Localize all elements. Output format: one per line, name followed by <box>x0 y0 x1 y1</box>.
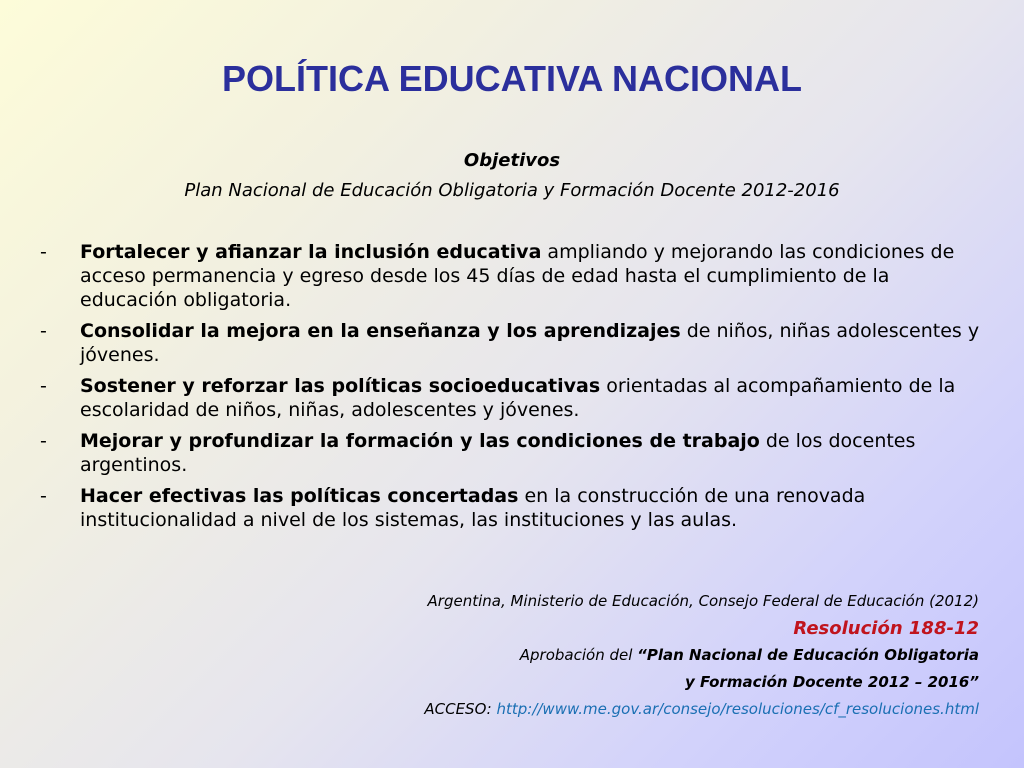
objective-item <box>40 484 985 532</box>
objective-text: de niños, niñas adolescentes y jóvenes. <box>80 320 980 366</box>
objective-item <box>40 319 985 367</box>
objective-bold-text: Fortalecer y afianzar la inclusión educativa <box>80 241 542 263</box>
bullet-dash: - <box>40 320 47 342</box>
objective-bold-text: Mejorar y profundizar la formación y las condiciones de trabajo <box>80 430 760 452</box>
objectives-heading: Objetivos <box>463 150 561 171</box>
objectives-list <box>40 240 985 539</box>
citation-source: Argentina, Ministerio de Educación, Consejo Federal de Educación (2012) <box>427 592 979 610</box>
objective-bold-text: Hacer efectivas las políticas concertadas <box>80 485 519 507</box>
objective-text: orientadas al acompañamiento de la escolaridad de niños, niñas, adolescentes y jóvenes. <box>80 375 956 421</box>
bullet-dash: - <box>40 375 47 397</box>
bullet-dash: - <box>40 241 47 263</box>
approval-title-line1: “Plan Nacional de Educación Obligatoria <box>637 646 979 664</box>
approval-title-line2: y Formación Docente 2012 – 2016” <box>685 673 979 691</box>
access-label: ACCESO: <box>424 700 497 718</box>
objective-text: ampliando y mejorando las condiciones de acceso permanencia y egreso desde los 45 días de edad hasta el cumplimiento de la educación obligatoria. <box>80 241 955 311</box>
approval-prefix: Aprobación del <box>519 646 638 664</box>
plan-subtitle: Plan Nacional de Educación Obligatoria y Formación Docente 2012-2016 <box>184 180 840 201</box>
objective-item <box>40 429 985 477</box>
slide-title: POLÍTICA EDUCATIVA NACIONAL <box>222 58 802 99</box>
objective-item <box>40 374 985 422</box>
approval-line <box>424 642 979 669</box>
objective-text: en la construcción de una renovada institucionalidad a nivel de los sistemas, las instituciones y las aulas. <box>80 485 866 531</box>
bullet-dash: - <box>40 430 47 452</box>
objective-bold-text: Sostener y reforzar las políticas socioeducativas <box>80 375 601 397</box>
citation-block <box>424 588 979 723</box>
resolution-number: Resolución 188-12 <box>793 618 979 639</box>
access-link[interactable]: http://www.me.gov.ar/consejo/resoluciones/cf_resoluciones.html <box>496 700 979 718</box>
bullet-dash: - <box>40 485 47 507</box>
access-line <box>424 696 979 723</box>
objective-text: de los docentes argentinos. <box>80 430 916 476</box>
objective-item <box>40 240 985 312</box>
objective-bold-text: Consolidar la mejora en la enseñanza y los aprendizajes <box>80 320 681 342</box>
